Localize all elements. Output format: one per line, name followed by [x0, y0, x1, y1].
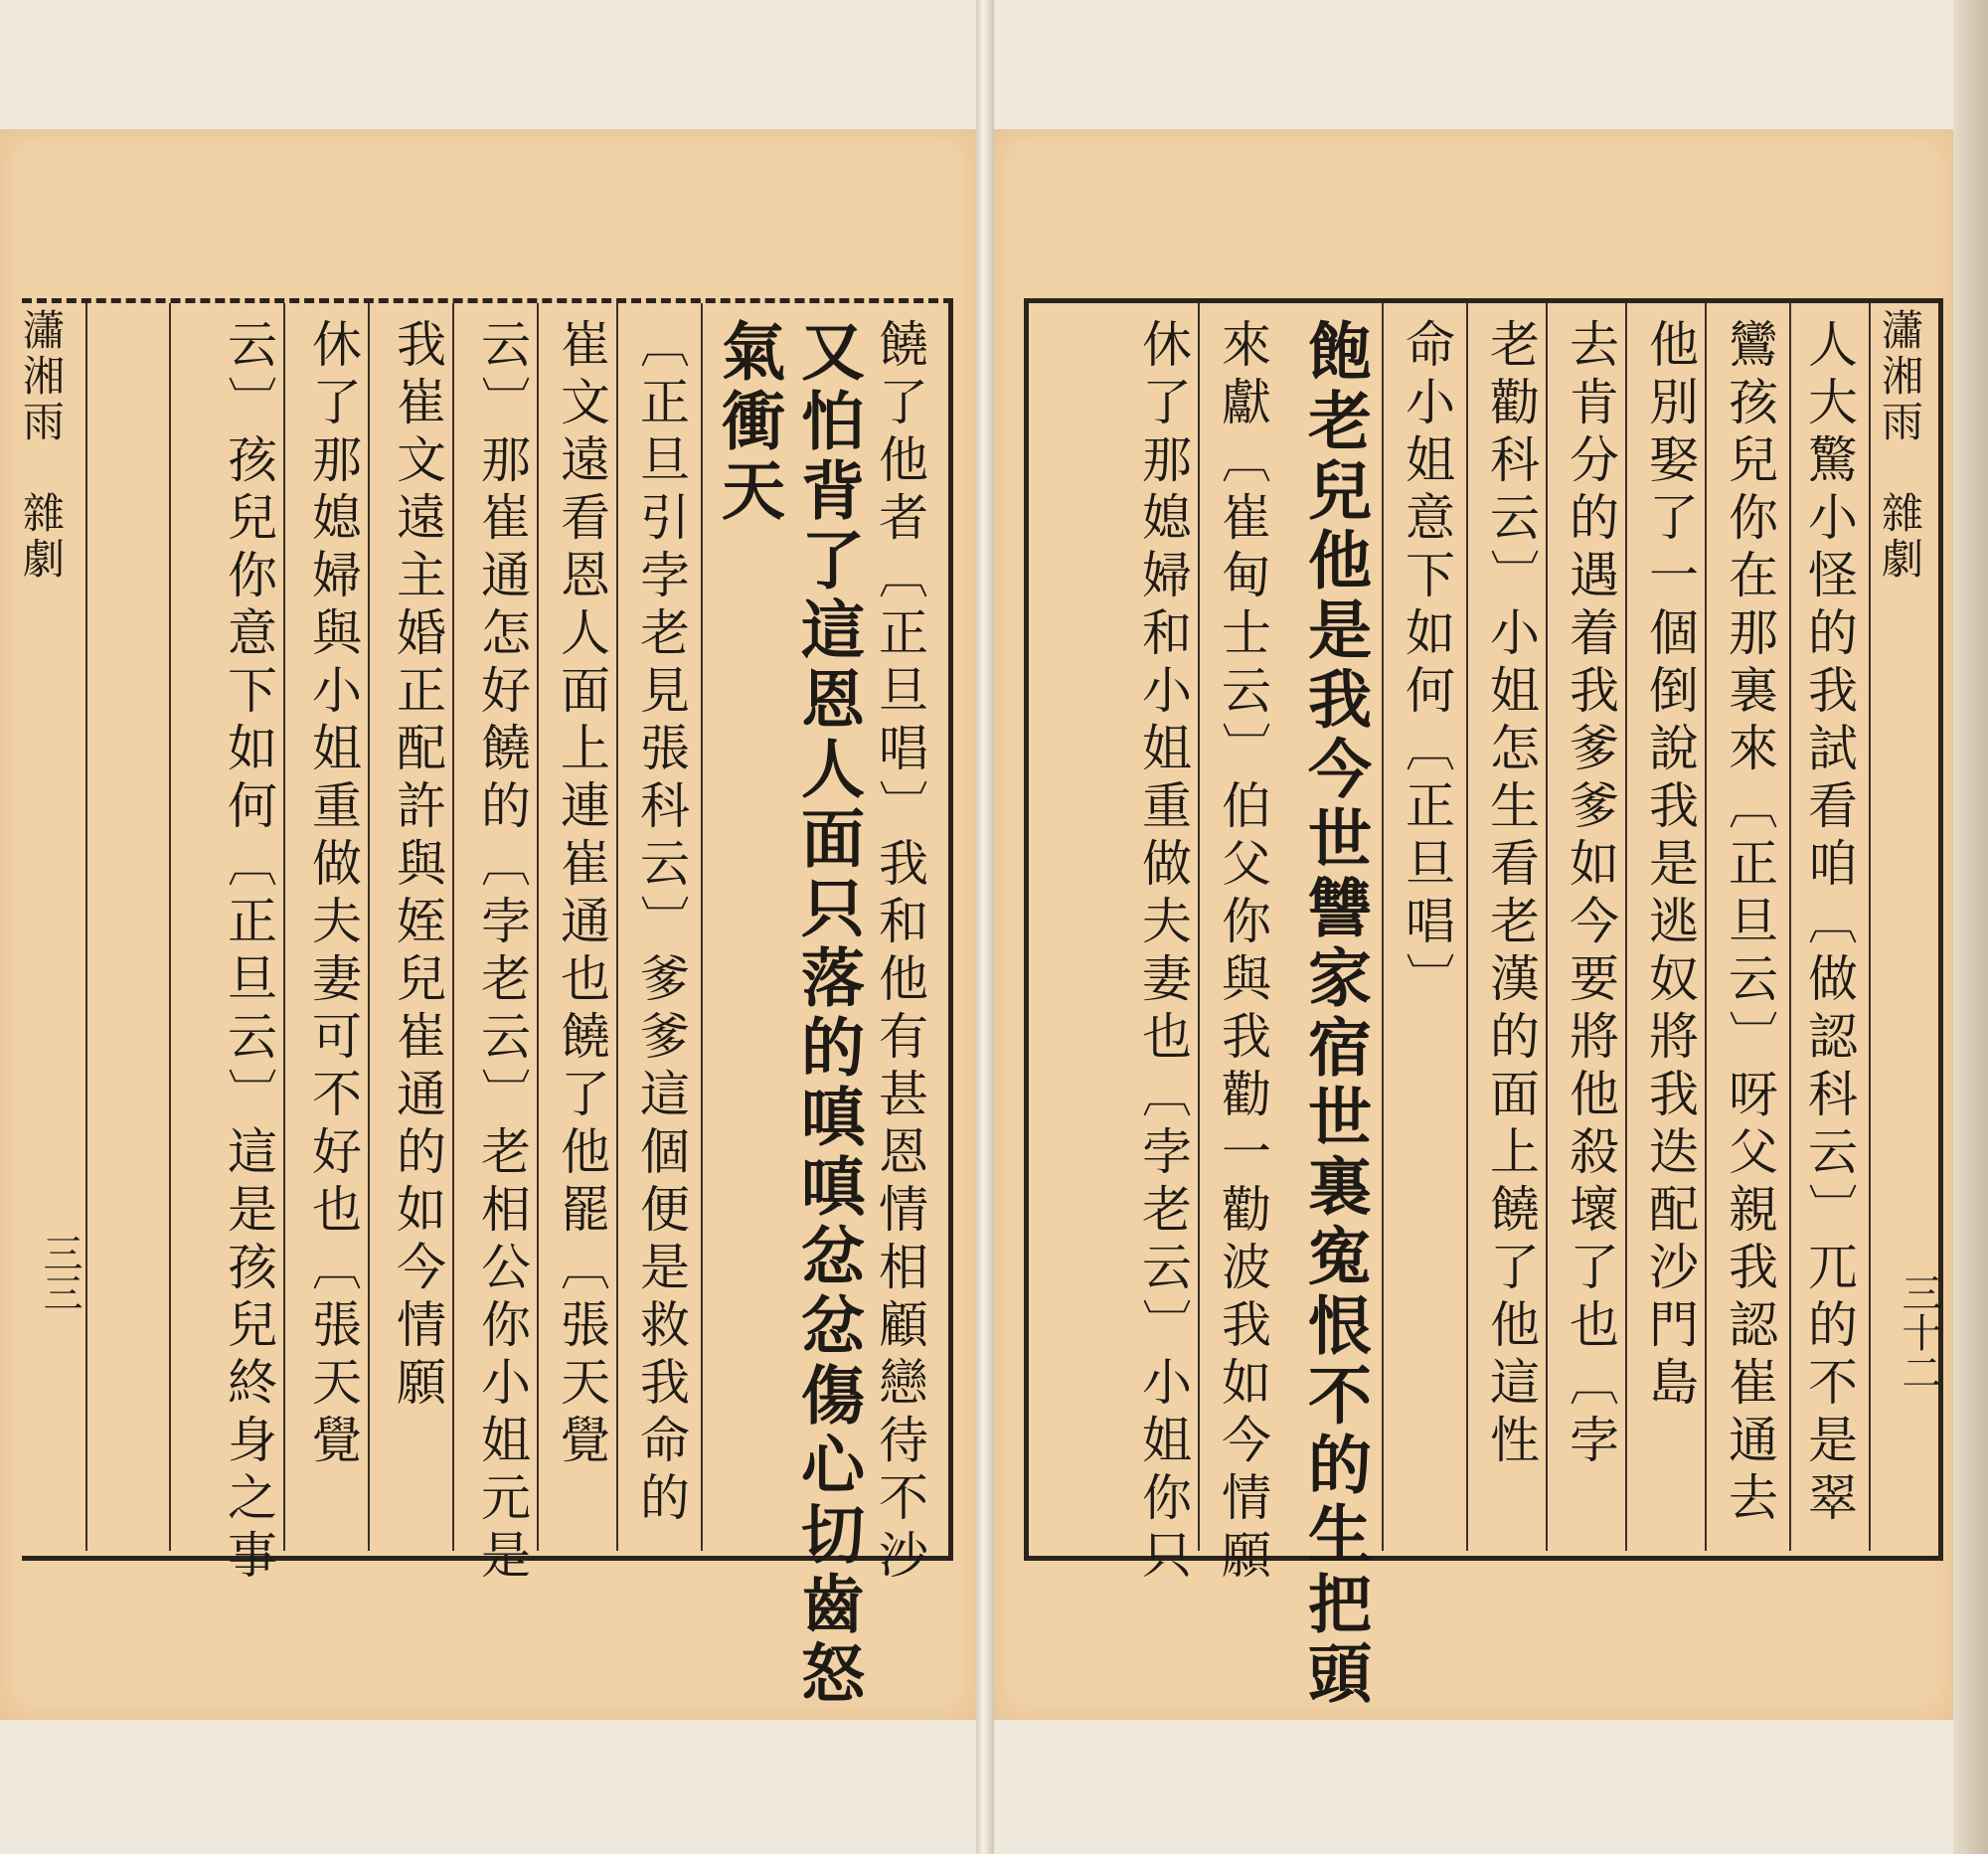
column-rule — [368, 303, 370, 1551]
column-rule — [1466, 303, 1468, 1551]
right-folio-title: 瀟湘雨 雜劇 — [1876, 308, 1924, 583]
left-folio-title: 瀟湘雨 雜劇 — [17, 308, 66, 583]
left-column-4: 〔正旦引孛老見張科云〕爹爹這個便是救我命的 — [632, 318, 690, 1529]
right-column-3: 他別娶了一個倒說我是逃奴將我迭配沙門島 — [1641, 318, 1699, 1414]
column-rule — [1198, 303, 1200, 1551]
column-rule — [1382, 303, 1384, 1551]
left-column-7: 我崔文遠主婚正配許與姪兒崔通的如今情願 — [389, 318, 446, 1414]
column-rule — [701, 303, 703, 1551]
column-rule — [452, 303, 454, 1551]
column-rule — [283, 303, 285, 1551]
left-column-5: 崔文遠看恩人面上連崔通也饒了他罷〔張天覺 — [553, 318, 610, 1471]
bottom-margin — [0, 1715, 1988, 1854]
column-rule — [169, 303, 171, 1551]
column-rule — [1789, 303, 1791, 1551]
right-column-2: 鸞孩兒你在那裏來〔正旦云〕呀父親我認崔通去 — [1721, 318, 1778, 1529]
right-column-8: 來獻〔崔甸士云〕伯父你與我勸一勸波我如今情願 — [1214, 318, 1271, 1587]
column-rule — [1869, 303, 1871, 1551]
right-column-4: 去肯分的遇着我爹爹如今要將他殺壞了也〔孛 — [1562, 318, 1619, 1471]
column-rule — [616, 303, 618, 1551]
book-gutter — [976, 0, 994, 1854]
column-rule — [85, 303, 87, 1551]
right-column-7: 飽老兒他是我今世讐家宿世裏寃恨不的生把頭 — [1297, 318, 1372, 1710]
book-fore-edge — [1953, 0, 1988, 1854]
left-column-6: 云〕那崔通怎好饒的〔孛老云〕老相公你小姐元是 — [473, 318, 531, 1587]
right-column-5: 老勸科云〕小姐怎生看老漢的面上饒了他這性 — [1482, 318, 1540, 1471]
column-rule — [1705, 303, 1707, 1551]
right-column-9: 休了那媳婦和小姐重做夫妻也〔孛老云〕小姐你只 — [1134, 318, 1192, 1587]
top-margin — [0, 0, 1988, 134]
right-column-1: 人大驚小怪的我試看咱〔做認科云〕兀的不是翠 — [1800, 318, 1858, 1529]
column-rule — [537, 303, 539, 1551]
right-column-6: 命小姐意下如何〔正旦唱〕 — [1398, 318, 1455, 1010]
column-rule — [1625, 303, 1627, 1551]
left-folio-number: 三三 — [37, 1233, 83, 1312]
left-column-8: 休了那媳婦與小姐重做夫妻可不好也〔張天覺 — [304, 318, 362, 1471]
left-column-9: 云〕孩兒你意下如何〔正旦云〕這是孩兒終身之事 — [220, 318, 277, 1587]
left-column-2: 又怕背了這恩人面只落的嗔嗔忿忿傷心切齒怒 — [790, 318, 865, 1710]
column-rule — [1546, 303, 1548, 1551]
left-column-3: 氣衝天 — [711, 318, 785, 527]
right-folio-number: 三十二 — [1896, 1272, 1941, 1392]
left-column-1: 饒了他者〔正旦唱〕我和他有甚恩情相顧戀待不沙 — [871, 318, 928, 1587]
